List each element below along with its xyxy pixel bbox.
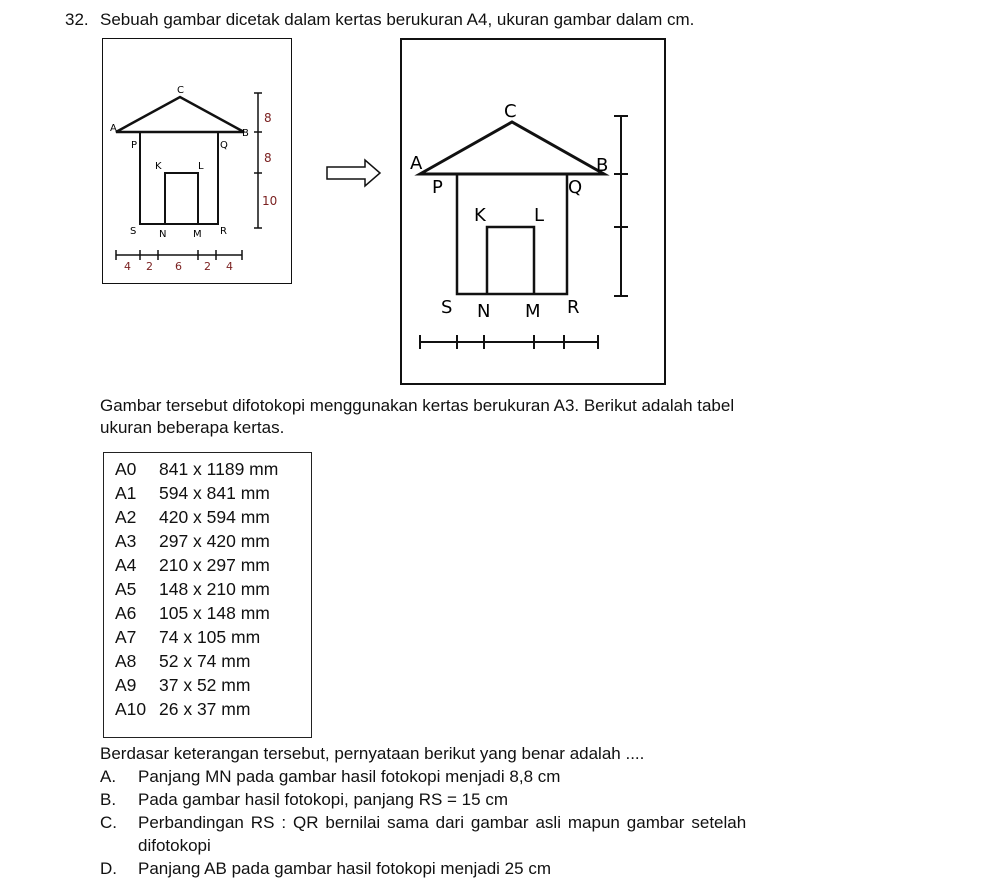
large-label-s: S xyxy=(441,297,453,318)
option-d-text[interactable]: Panjang AB pada gambar hasil fotokopi menjadi 25 cm xyxy=(138,859,551,878)
small-label-c: C xyxy=(177,85,184,96)
vmeasure-1: 8 xyxy=(264,111,272,125)
arrow-right-icon xyxy=(325,158,383,188)
large-label-l: L xyxy=(534,205,545,226)
large-label-b: B xyxy=(596,155,609,176)
hmeasure-5: 4 xyxy=(226,260,233,273)
paper-size-code: A0 xyxy=(115,459,137,479)
large-door xyxy=(487,227,534,294)
small-roof xyxy=(116,97,244,132)
paper-size-dimensions: 52 x 74 mm xyxy=(159,651,251,671)
question-stem: Sebuah gambar dicetak dalam kertas berukuran A4, ukuran gambar dalam cm. xyxy=(100,10,695,29)
paper-size-row xyxy=(104,601,311,625)
option-a-text[interactable]: Panjang MN pada gambar hasil fotokopi menjadi 8,8 cm xyxy=(138,767,561,786)
question-number: 32. xyxy=(65,10,89,29)
option-c-text-cont[interactable]: difotokopi xyxy=(138,836,211,855)
paper-size-dimensions: 105 x 148 mm xyxy=(159,603,270,623)
small-label-q: Q xyxy=(220,140,228,151)
option-c-letter[interactable]: C. xyxy=(100,813,117,832)
paper-size-row xyxy=(104,457,311,481)
paper-size-dimensions: 594 x 841 mm xyxy=(159,483,270,503)
paper-size-code: A5 xyxy=(115,579,137,599)
option-b-text[interactable]: Pada gambar hasil fotokopi, panjang RS = 15 cm xyxy=(138,790,508,809)
figure-large xyxy=(400,38,666,385)
small-label-b: B xyxy=(242,128,249,139)
small-label-n: N xyxy=(159,229,167,240)
hmeasure-3: 6 xyxy=(175,260,182,273)
paper-size-dimensions: 210 x 297 mm xyxy=(159,555,270,575)
hmeasure-2: 2 xyxy=(146,260,153,273)
paper-size-table xyxy=(103,452,312,738)
paper-size-dimensions: 148 x 210 mm xyxy=(159,579,270,599)
hmeasure-4: 2 xyxy=(204,260,211,273)
large-label-a: A xyxy=(410,153,423,174)
small-door xyxy=(165,173,198,224)
paper-size-row xyxy=(104,577,311,601)
small-label-a: A xyxy=(110,123,117,134)
option-d-letter[interactable]: D. xyxy=(100,859,117,878)
paper-size-code: A6 xyxy=(115,603,137,623)
paper-size-code: A2 xyxy=(115,507,137,527)
small-label-p: P xyxy=(131,140,138,151)
paper-size-code: A3 xyxy=(115,531,137,551)
small-label-s: S xyxy=(130,226,137,237)
small-wall xyxy=(140,132,218,224)
paper-size-code: A10 xyxy=(115,699,147,719)
description-line-1: Gambar tersebut difotokopi menggunakan kertas berukuran A3. Berikut adalah tabel xyxy=(100,396,735,415)
figure-small xyxy=(102,38,292,284)
paper-size-code: A9 xyxy=(115,675,137,695)
large-label-n: N xyxy=(477,301,491,322)
small-label-k: K xyxy=(155,161,162,172)
large-label-c: C xyxy=(504,101,517,122)
paper-size-dimensions: 26 x 37 mm xyxy=(159,699,251,719)
vmeasure-3: 10 xyxy=(262,194,278,208)
paper-size-code: A8 xyxy=(115,651,137,671)
paper-size-dimensions: 420 x 594 mm xyxy=(159,507,270,527)
large-label-r: R xyxy=(567,297,580,318)
large-label-m: M xyxy=(525,301,541,322)
description-line-2: ukuran beberapa kertas. xyxy=(100,418,285,437)
small-label-r: R xyxy=(220,226,227,237)
paper-size-row xyxy=(104,529,311,553)
paper-size-row xyxy=(104,697,311,721)
small-label-m: M xyxy=(193,229,202,240)
option-a-letter[interactable]: A. xyxy=(100,767,117,786)
question-prompt: Berdasar keterangan tersebut, pernyataan berikut yang benar adalah .... xyxy=(100,744,645,763)
paper-size-dimensions: 37 x 52 mm xyxy=(159,675,251,695)
large-wall xyxy=(457,174,567,294)
large-roof xyxy=(420,122,604,174)
paper-size-row xyxy=(104,553,311,577)
paper-size-code: A7 xyxy=(115,627,137,647)
paper-size-row xyxy=(104,673,311,697)
hmeasure-1: 4 xyxy=(124,260,131,273)
large-label-q: Q xyxy=(568,177,583,198)
paper-size-row xyxy=(104,505,311,529)
option-c-text[interactable]: Perbandingan RS : QR bernilai sama dari gambar asli mapun gambar setelah xyxy=(138,813,747,832)
paper-size-dimensions: 74 x 105 mm xyxy=(159,627,261,647)
paper-size-row xyxy=(104,481,311,505)
option-b-letter[interactable]: B. xyxy=(100,790,117,809)
paper-size-row xyxy=(104,649,311,673)
paper-size-code: A4 xyxy=(115,555,137,575)
paper-size-dimensions: 841 x 1189 mm xyxy=(159,459,279,479)
vmeasure-2: 8 xyxy=(264,151,272,165)
paper-size-dimensions: 297 x 420 mm xyxy=(159,531,270,551)
paper-size-code: A1 xyxy=(115,483,137,503)
large-label-p: P xyxy=(432,177,443,198)
large-label-k: K xyxy=(474,205,486,226)
paper-size-row xyxy=(104,625,311,649)
small-label-l: L xyxy=(198,161,204,172)
